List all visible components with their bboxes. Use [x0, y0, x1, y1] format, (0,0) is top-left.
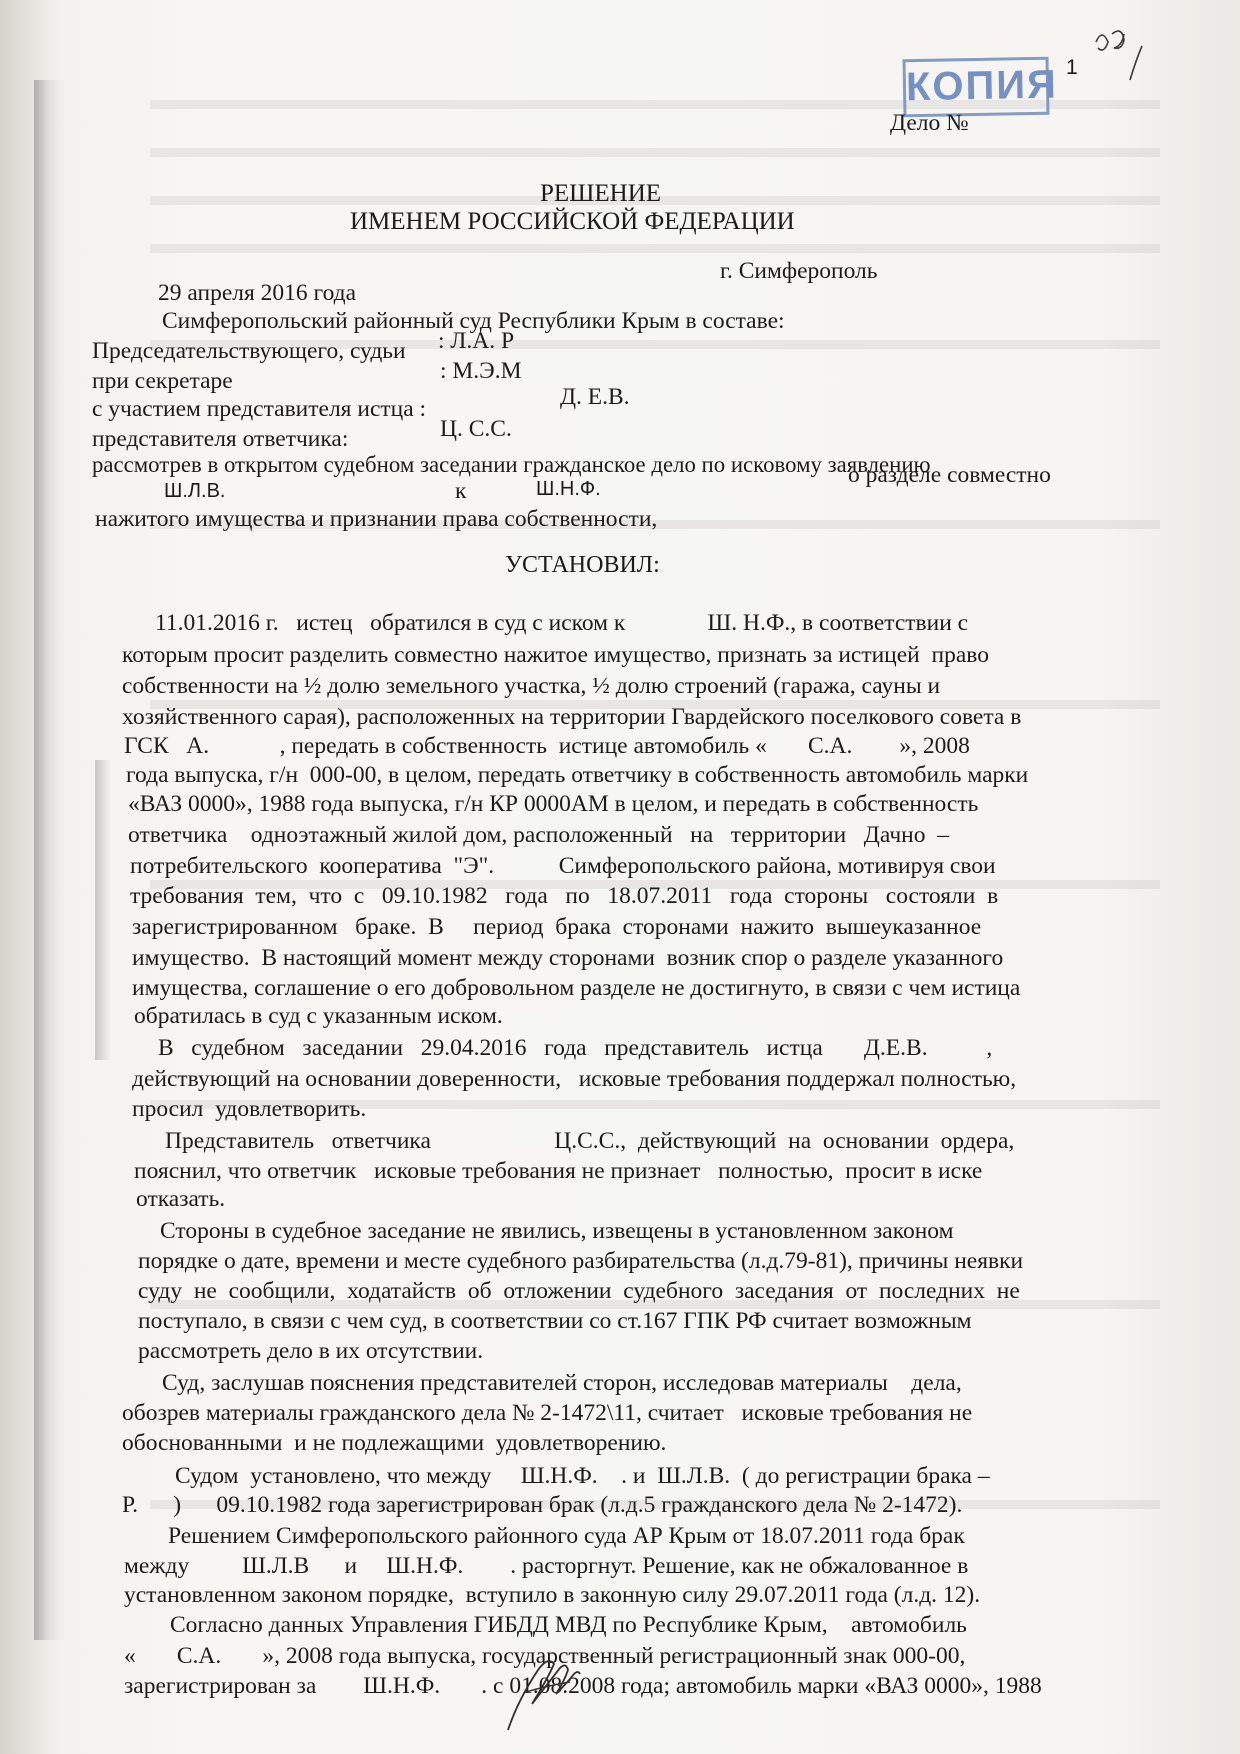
- page-number: 1: [1066, 56, 1078, 79]
- body-line: ответчика одноэтажный жилой дом, расположенный на территории Дачно –: [128, 822, 949, 848]
- body-line: зарегистрированном браке. В период брака сторонами нажито вышеуказанное: [132, 914, 982, 940]
- claim-subject-cont: нажитого имущества и признании права собственности,: [95, 506, 658, 532]
- claim-subject: о разделе совместно: [848, 462, 1051, 488]
- body-line: обозрев материалы гражданского дела № 2-1472\11, считает исковые требования не: [122, 1400, 973, 1426]
- page-crease: [95, 760, 111, 1060]
- city: г. Симферополь: [720, 258, 878, 284]
- copy-stamp: КОПИЯ: [903, 57, 1050, 118]
- body-line: Представитель ответчика Ц.С.С., действующий на основании ордера,: [165, 1128, 1015, 1154]
- section-heading: УСТАНОВИЛ:: [505, 552, 660, 578]
- body-line: Судом установлено, что между Ш.Н.Ф. . и Ш.Л.В. ( до регистрации брака –: [175, 1463, 990, 1489]
- signature: [488, 1640, 608, 1740]
- body-line: зарегистрирован за Ш.Н.Ф. . с 01.08.2008 года; автомобиль марки «ВАЗ 0000», 1988: [124, 1673, 1042, 1699]
- body-line: Суд, заслушав пояснения представителей сторон, исследовав материалы дела,: [162, 1370, 962, 1396]
- body-line: года выпуска, г/н 000-00, в целом, передать ответчику в собственность автомобиль марки: [126, 762, 1029, 788]
- court-composition: Симферопольский районный суд Республики Крым в составе:: [162, 308, 785, 334]
- secretary-name: : М.Э.М: [440, 358, 522, 384]
- document-title: РЕШЕНИЕ: [540, 180, 662, 207]
- body-line: Согласно данных Управления ГИБДД МВД по Республике Крым, автомобиль: [170, 1612, 967, 1638]
- defendant-rep-name: Ц. С.С.: [440, 416, 512, 442]
- body-line: просил удовлетворить.: [132, 1096, 367, 1122]
- body-line: суду не сообщили, ходатайств об отложении судебного заседания от последних не: [138, 1278, 1020, 1304]
- body-line: пояснил, что ответчик исковые требования не признает полностью, просит в иске: [134, 1158, 983, 1184]
- plaintiff-name: Ш.Л.В.: [164, 480, 226, 502]
- body-line: Стороны в судебное заседание не явились, извещены в установленном законом: [160, 1218, 954, 1244]
- body-line: действующий на основании доверенности, исковые требования поддержал полностью,: [132, 1066, 1017, 1092]
- body-line: поступало, в связи с чем суд, в соответствии со ст.167 ГПК РФ считает возможным: [138, 1308, 972, 1334]
- versus: к: [455, 478, 467, 504]
- body-line: требования тем, что с 09.10.1982 года по 18.07.2011 года стороны состояли в: [130, 883, 999, 909]
- judge-label: Председательствующего, судьи: [92, 338, 406, 364]
- plaintiff-rep-name: Д. Е.В.: [560, 384, 630, 410]
- case-description: рассмотрев в открытом судебном заседании гражданское дело по исковому заявлению: [92, 452, 931, 477]
- body-line: имущество. В настоящий момент между сторонами возник спор о разделе указанного: [132, 945, 1004, 971]
- body-line: хозяйственного сарая), расположенных на территории Гвардейского поселкового совета в: [122, 704, 1022, 730]
- body-line: 11.01.2016 г. истец обратился в суд с иском к Ш. Н.Ф., в соответствии с: [155, 610, 969, 636]
- body-line: между Ш.Л.В и Ш.Н.Ф. . расторгнут. Решение, как не обжалованное в: [124, 1553, 969, 1579]
- body-line: В судебном заседании 29.04.2016 года представитель истца Д.Е.В. ,: [158, 1035, 993, 1061]
- case-number-label: Дело №: [890, 110, 969, 136]
- secretary-label: при секретаре: [92, 368, 233, 394]
- body-line: рассмотреть дело в их отсутствии.: [138, 1338, 484, 1364]
- body-line: ГСК А. , передать в собственность истице автомобиль « С.А. », 2008: [124, 733, 970, 759]
- body-line: Р. ) 09.10.1982 года зарегистрирован брак (л.д.5 гражданского дела № 2-1472).: [122, 1492, 963, 1518]
- body-line: которым просит разделить совместно нажитое имущество, признать за истицей право: [122, 642, 989, 668]
- body-line: «ВАЗ 0000», 1988 года выпуска, г/н КР 0000АМ в целом, и передать в собственность: [128, 791, 979, 817]
- page-fold-shadow: [34, 80, 66, 1640]
- document-subtitle: ИМЕНЕМ РОССИЙСКОЙ ФЕДЕРАЦИИ: [350, 208, 795, 235]
- body-line: отказать.: [136, 1186, 226, 1212]
- body-line: установленном законом порядке, вступило в законную силу 29.07.2011 года (л.д. 12).: [124, 1582, 981, 1608]
- judge-name: : Л.А. Р: [438, 328, 515, 354]
- body-line: « С.А. », 2008 года выпуска, государственный регистрационный знак 000-00,: [124, 1643, 966, 1669]
- defendant-rep-label: представителя ответчика:: [92, 426, 349, 452]
- body-line: обоснованными и не подлежащими удовлетворению.: [122, 1430, 667, 1456]
- bleed-through: [150, 244, 1160, 253]
- body-line: обратилась в суд с указанным иском.: [134, 1003, 503, 1029]
- body-line: имущества, соглашение о его добровольном разделе не достигнуто, в связи с чем истица: [132, 975, 1021, 1001]
- defendant-name: Ш.Н.Ф.: [536, 478, 601, 500]
- plaintiff-rep-label: с участием представителя истца :: [92, 396, 427, 422]
- body-line: Решением Симферопольского районного суда АР Крым от 18.07.2011 года брак: [168, 1523, 965, 1549]
- body-line: потребительского кооператива "Э". Симферопольского района, мотивируя свои: [130, 853, 996, 879]
- decision-date: 29 апреля 2016 года: [158, 280, 357, 306]
- body-line: собственности на ½ долю земельного участка, ½ долю строений (гаража, сауны и: [122, 673, 941, 699]
- bleed-through: [150, 148, 1160, 157]
- handwritten-page-mark: [1090, 22, 1150, 122]
- body-line: порядке о дате, времени и месте судебного разбирательства (л.д.79-81), причины неявки: [138, 1248, 1024, 1274]
